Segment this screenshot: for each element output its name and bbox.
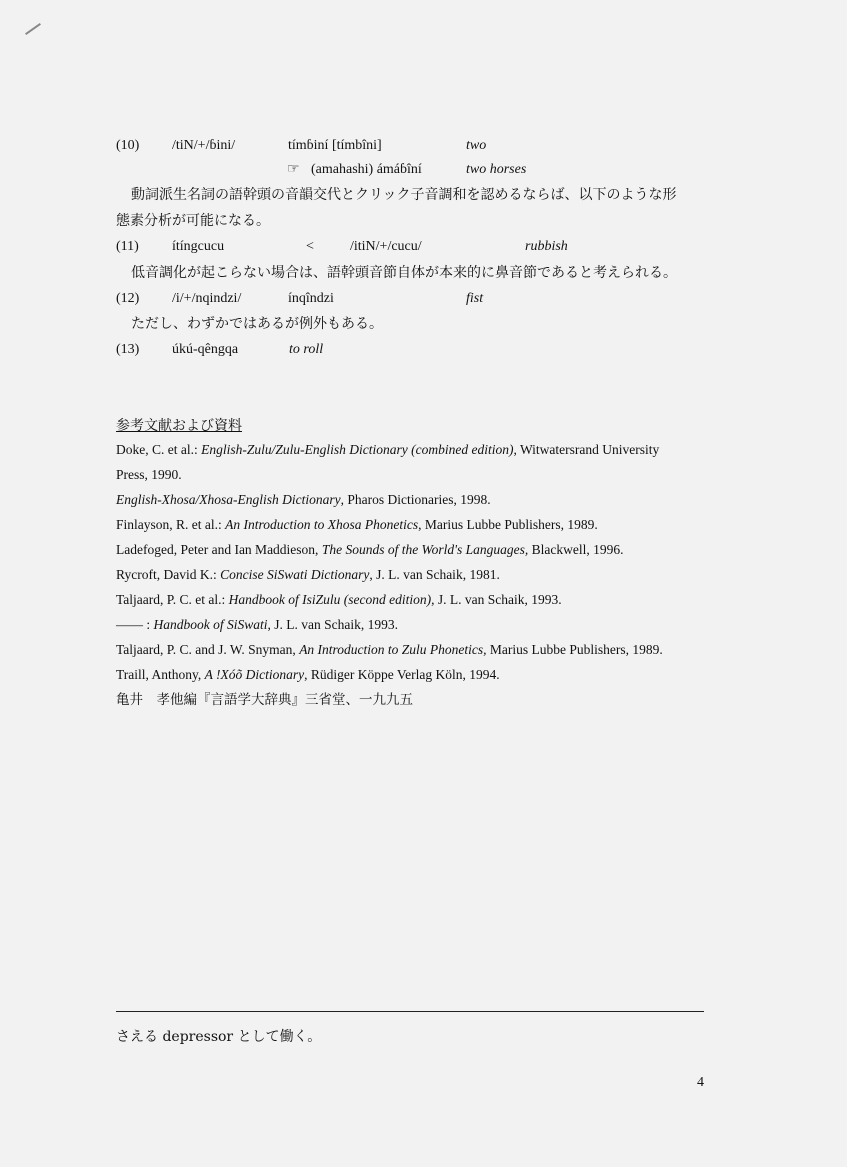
reference-entry	[116, 616, 398, 634]
reference-post: , Pharos Dictionaries, 1998.	[340, 492, 491, 507]
ex12-gloss: fist	[466, 291, 484, 306]
pointing-hand-icon: ☞	[287, 162, 300, 177]
reference-title: Handbook of IsiZulu (second edition)	[228, 592, 432, 607]
ex11-arrow: <	[306, 239, 314, 254]
reference-pre: Doke, C. et al.:	[116, 442, 202, 457]
reference-post: , Rüdiger Köppe Verlag Köln, 1994.	[304, 667, 500, 682]
reference-title: A !Xóõ Dictionary	[204, 667, 305, 682]
reference-post: , Marius Lubbe Publishers, 1989.	[418, 517, 598, 532]
reference-pre: Finlayson, R. et al.:	[116, 517, 226, 532]
reference-entry	[116, 641, 663, 659]
reference-pre: Traill, Anthony,	[116, 667, 205, 682]
reference-pre: Rycroft, David K.:	[116, 567, 221, 582]
paragraph-3: ただし、わずかではあるが例外もある。	[131, 316, 383, 332]
reference-post: Blackwell, 1996.	[528, 542, 624, 557]
ex11-number: (11)	[116, 239, 139, 254]
reference-pre: Taljaard, P. C. et al.:	[116, 592, 229, 607]
reference-pre: Ladefoged, Peter and Ian Maddieson,	[116, 542, 322, 557]
reference-entry	[116, 516, 598, 534]
ex11-surface: ítíngcucu	[172, 239, 225, 254]
reference-title: English-Zulu/Zulu-English Dictionary (combined edition)	[201, 442, 514, 457]
ex12-number: (12)	[116, 291, 140, 306]
paragraph-1-line-1: 動詞派生名詞の語幹頭の音韻交代とクリック子音調和を認めるならば、以下のような形	[131, 187, 677, 203]
reference-entry	[116, 466, 182, 484]
reference-entry	[116, 691, 413, 709]
reference-title: An Introduction to Zulu Phonetics,	[299, 642, 487, 657]
reference-title: Concise SiSwati Dictionary	[220, 567, 370, 582]
ex10-gloss: two	[466, 138, 487, 153]
footnote-rule	[116, 1011, 704, 1012]
ex12-surface: ínqîndzi	[288, 291, 334, 306]
reference-post: , J. L. van Schaik, 1981.	[369, 567, 500, 582]
references-heading: 参考文献および資料	[116, 418, 242, 434]
scan-mark	[25, 23, 41, 35]
ex11-gloss: rubbish	[525, 239, 568, 254]
reference-entry	[116, 591, 562, 609]
reference-entry	[116, 541, 623, 559]
ex11-form: /itiN/+/cucu/	[350, 239, 422, 254]
reference-post: , J. L. van Schaik, 1993.	[431, 592, 562, 607]
reference-post: , J. L. van Schaik, 1993.	[267, 617, 399, 632]
reference-entry	[116, 666, 500, 684]
reference-pre: Taljaard, P. C. and J. W. Snyman,	[116, 642, 300, 657]
reference-title: An Introduction to Xhosa Phonetics	[225, 517, 419, 532]
reference-pre: —— :	[116, 617, 154, 632]
ex13-gloss: to roll	[289, 342, 324, 357]
reference-pre: 亀井 孝他編『言語学大辞典』三省堂、一九九五	[116, 692, 413, 707]
ex10-sub-surface: (amahashi) ámáɓîní	[311, 162, 422, 177]
paragraph-1-line-2: 態素分析が可能になる。	[116, 213, 270, 229]
ex13-surface: úkú-qêngqa	[172, 342, 239, 357]
paragraph-2: 低音調化が起こらない場合は、語幹頭音節自体が本来的に鼻音節であると考えられる。	[131, 265, 677, 281]
ex13-number: (13)	[116, 342, 140, 357]
reference-entry	[116, 441, 659, 459]
reference-post: Marius Lubbe Publishers, 1989.	[486, 642, 663, 657]
ex10-sub-gloss: two horses	[466, 162, 527, 177]
reference-title: Handbook of SiSwati	[153, 617, 268, 632]
ex10-surface: tímɓiní [tímbîni]	[288, 138, 382, 153]
page-number: 4	[697, 1075, 704, 1090]
reference-entry	[116, 491, 491, 509]
reference-post: , Witwatersrand University	[513, 442, 660, 457]
footnote-text: さえる depressor として働く。	[116, 1029, 322, 1045]
reference-pre: Press, 1990.	[116, 467, 182, 482]
ex10-form: /tiN/+/ɓini/	[172, 138, 236, 153]
reference-title: The Sounds of the World's Languages,	[321, 542, 529, 557]
ex10-number: (10)	[116, 138, 140, 153]
reference-title: English-Xhosa/Xhosa-English Dictionary	[116, 492, 341, 507]
ex12-form: /i/+/nqindzi/	[172, 291, 242, 306]
reference-entry	[116, 566, 500, 584]
